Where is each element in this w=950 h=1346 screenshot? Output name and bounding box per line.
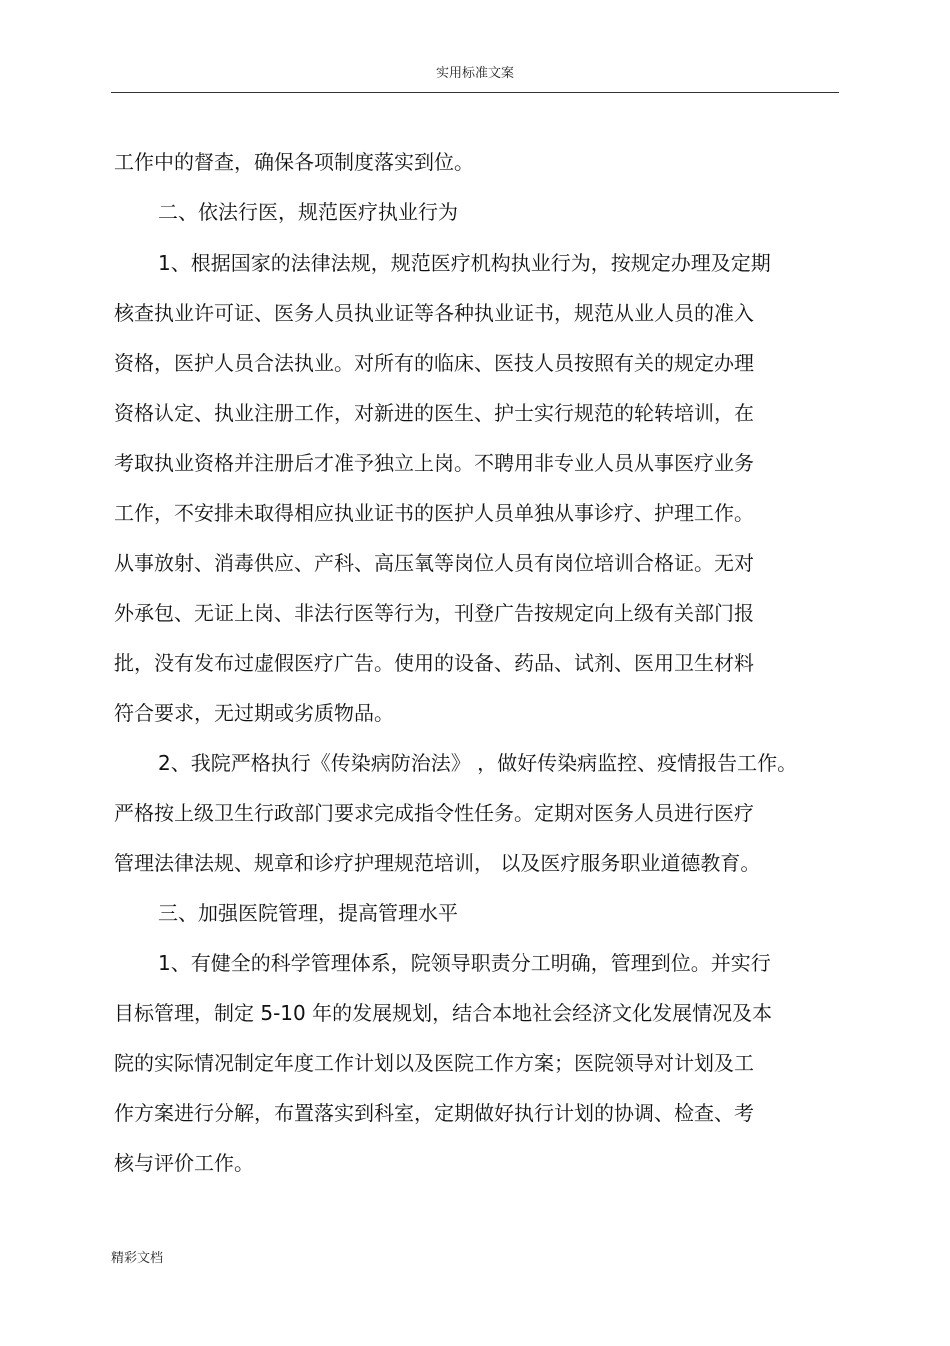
page-footer: 精彩文档 (111, 1251, 164, 1266)
body-line: 1、有健全的科学管理体系，院领导职责分工明确，管理到位。并实行 (158, 951, 771, 975)
body-line: 工作中的督查，确保各项制度落实到位。 (114, 150, 474, 174)
body-line: 资格认定、执业注册工作，对新进的医生、护士实行规范的轮转培训，在 (114, 401, 754, 425)
body-line: 批，没有发布过虚假医疗广告。使用的设备、药品、试剂、医用卫生材料 (114, 651, 754, 675)
body-line: 考取执业资格并注册后才准予独立上岗。不聘用非专业人员从事医疗业务 (114, 451, 754, 475)
body-line: 严格按上级卫生行政部门要求完成指令性任务。定期对医务人员进行医疗 (114, 801, 754, 825)
body-line: 1、根据国家的法律法规，规范医疗机构执业行为，按规定办理及定期 (158, 251, 771, 275)
body-line: 目标管理，制定 5-10 年的发展规划，结合本地社会经济文化发展情况及本 (114, 1001, 773, 1025)
body-line: 工作，不安排未取得相应执业证书的医护人员单独从事诊疗、护理工作。 (114, 501, 754, 525)
running-header: 实用标准文案 (435, 66, 514, 81)
body-line: 管理法律法规、规章和诊疗护理规范培训， 以及医疗服务职业道德教育。 (114, 851, 761, 875)
body-line: 符合要求，无过期或劣质物品。 (114, 701, 394, 725)
section-heading: 三、加强医院管理，提高管理水平 (158, 901, 458, 925)
body-line: 作方案进行分解，布置落实到科室，定期做好执行计划的协调、检查、考 (114, 1101, 754, 1125)
body-line: 资格，医护人员合法执业。对所有的临床、医技人员按照有关的规定办理 (114, 351, 754, 375)
body-line: 外承包、无证上岗、非法行医等行为，刊登广告按规定向上级有关部门报 (114, 601, 754, 625)
body-line: 2、我院严格执行《传染病防治法》 ，做好传染病监控、疫情报告工作。 (158, 751, 798, 775)
header-divider (111, 92, 839, 93)
body-line: 院的实际情况制定年度工作计划以及医院工作方案；医院领导对计划及工 (114, 1051, 754, 1075)
body-line: 从事放射、消毒供应、产科、高压氧等岗位人员有岗位培训合格证。无对 (114, 551, 754, 575)
section-heading: 二、依法行医，规范医疗执业行为 (158, 200, 458, 224)
body-line: 核与评价工作。 (114, 1151, 254, 1175)
body-line: 核查执业许可证、医务人员执业证等各种执业证书，规范从业人员的准入 (114, 301, 754, 325)
